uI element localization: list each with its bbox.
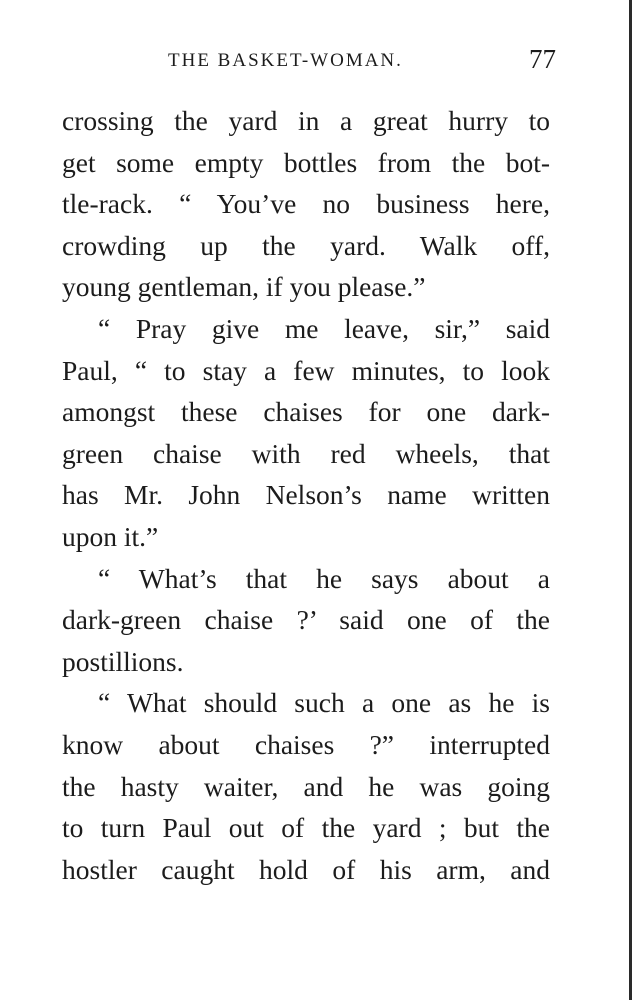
text-line: “ What’s that he says about a xyxy=(98,562,550,594)
text-line: upon it.” xyxy=(62,520,159,552)
text-line: get some empty bottles from the bot- xyxy=(62,146,550,178)
text-line: crossing the yard in a great hurry to xyxy=(62,105,550,136)
text-line: green chaise with red wheels, that xyxy=(62,437,550,469)
text-line: “ What should such a one as he is xyxy=(98,687,550,719)
text-line: has Mr. John Nelson’s name written xyxy=(62,479,550,511)
text-line: the hasty waiter, and he was going xyxy=(62,770,550,802)
text-line: know about chaises ?” interrupted xyxy=(62,728,550,760)
text-line: postillions. xyxy=(62,645,184,677)
text-line: dark-green chaise ?’ said one of the xyxy=(62,604,550,636)
text-line: tle-rack. “ You’ve no business here, xyxy=(62,188,550,220)
text-line: young gentleman, if you please.” xyxy=(62,271,426,303)
text-line: crowding up the yard. Walk off, xyxy=(62,229,550,261)
text-line: amongst these chaises for one dark- xyxy=(62,396,550,428)
text-line: Paul, “ to stay a few minutes, to look xyxy=(62,354,550,386)
running-head xyxy=(168,44,556,78)
body-text xyxy=(62,100,550,890)
text-line: “ Pray give me leave, sir,” said xyxy=(98,312,550,344)
text-line: hostler caught hold of his arm, and xyxy=(62,853,550,885)
running-title: THE BASKET-WOMAN. xyxy=(168,50,403,71)
page-number: 77 xyxy=(529,44,556,74)
text-line: to turn Paul out of the yard ; but the xyxy=(62,812,550,844)
